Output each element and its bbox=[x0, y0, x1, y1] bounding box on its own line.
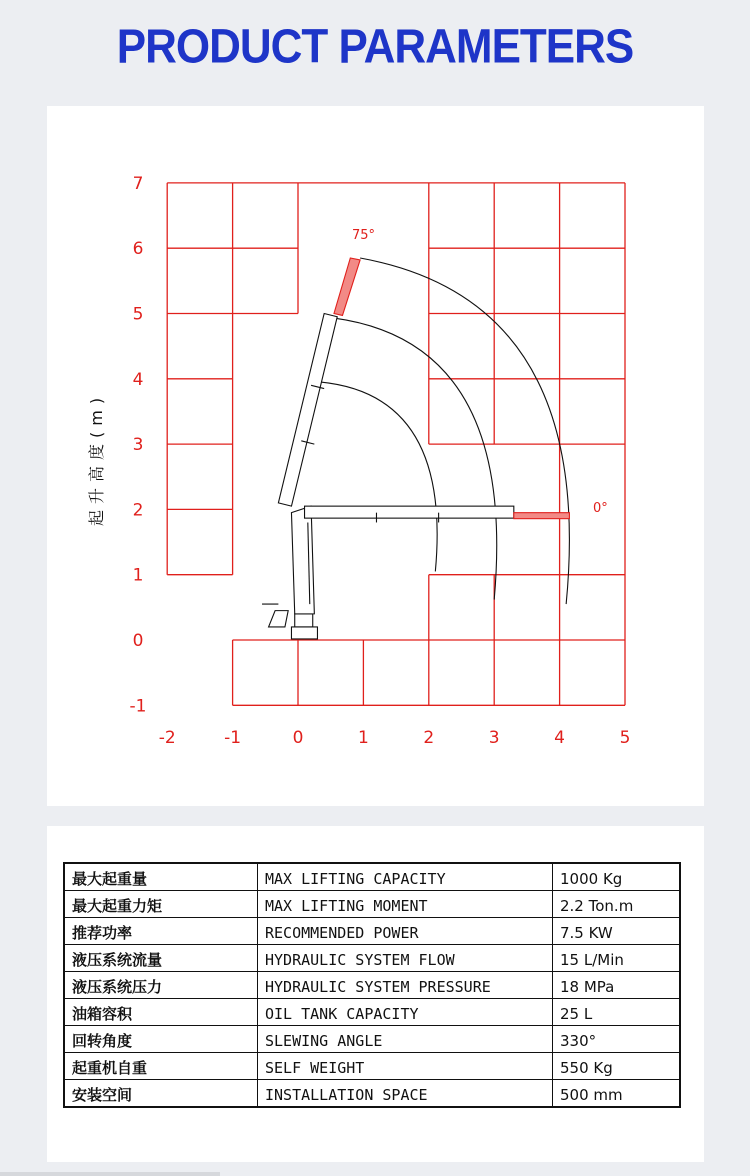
control-stand bbox=[269, 611, 289, 627]
x-tick-label: -1 bbox=[224, 728, 242, 748]
table-row bbox=[64, 891, 680, 918]
arc-retracted bbox=[321, 382, 437, 571]
param-value: 18 MPa bbox=[553, 972, 681, 999]
param-name-en: RECOMMENDED POWER bbox=[258, 918, 553, 945]
param-value: 550 Kg bbox=[553, 1053, 681, 1080]
page-title: PRODUCT PARAMETERS bbox=[116, 19, 634, 74]
param-name-en: MAX LIFTING CAPACITY bbox=[258, 863, 553, 891]
param-name-en: HYDRAULIC SYSTEM PRESSURE bbox=[258, 972, 553, 999]
param-name-cn: 最大起重力矩 bbox=[64, 891, 258, 918]
x-tick-label: 0 bbox=[292, 728, 304, 748]
table-row bbox=[64, 918, 680, 945]
crane-column bbox=[291, 506, 314, 614]
extension-raised bbox=[334, 258, 360, 315]
y-tick-label: 4 bbox=[132, 369, 144, 390]
range-arcs bbox=[321, 258, 570, 604]
param-value: 7.5 KW bbox=[553, 918, 681, 945]
arc-middle bbox=[334, 318, 497, 599]
angle-label-75: 75° bbox=[352, 228, 376, 243]
param-value: 15 L/Min bbox=[553, 945, 681, 972]
crane-pedestal bbox=[295, 614, 313, 627]
working-range-diagram bbox=[47, 106, 704, 806]
param-name-cn: 最大起重量 bbox=[64, 863, 258, 891]
y-tick-label: 5 bbox=[132, 304, 144, 325]
angle-label-0: 0° bbox=[593, 501, 608, 516]
crane-drawing bbox=[262, 258, 569, 639]
param-name-cn: 油箱容积 bbox=[64, 999, 258, 1026]
param-name-cn: 液压系统流量 bbox=[64, 945, 258, 972]
param-name-en: SLEWING ANGLE bbox=[258, 1026, 553, 1053]
param-value: 2.2 Ton.m bbox=[553, 891, 681, 918]
param-name-cn: 起重机自重 bbox=[64, 1053, 258, 1080]
param-name-cn: 液压系统压力 bbox=[64, 972, 258, 999]
x-tick-label: 4 bbox=[554, 728, 566, 748]
table-row bbox=[64, 1026, 680, 1053]
param-value: 330° bbox=[553, 1026, 681, 1053]
param-value: 1000 Kg bbox=[553, 863, 681, 891]
x-tick-label: 2 bbox=[423, 728, 435, 748]
x-tick-label: 5 bbox=[619, 728, 631, 748]
table-row bbox=[64, 863, 680, 891]
y-axis-label: 起升高度(m) bbox=[87, 391, 106, 526]
param-value: 500 mm bbox=[553, 1080, 681, 1108]
param-name-cn: 回转角度 bbox=[64, 1026, 258, 1053]
param-name-en: OIL TANK CAPACITY bbox=[258, 999, 553, 1026]
table-row bbox=[64, 945, 680, 972]
param-name-en: MAX LIFTING MOMENT bbox=[258, 891, 553, 918]
grid bbox=[167, 183, 625, 705]
param-value: 25 L bbox=[553, 999, 681, 1026]
param-name-en: SELF WEIGHT bbox=[258, 1053, 553, 1080]
param-name-en: HYDRAULIC SYSTEM FLOW bbox=[258, 945, 553, 972]
y-tick-label: -1 bbox=[129, 696, 147, 717]
parameters-table bbox=[63, 862, 681, 1108]
y-tick-label: 3 bbox=[132, 435, 144, 456]
y-tick-label: 6 bbox=[132, 239, 144, 260]
table-row bbox=[64, 1080, 680, 1108]
extension-horizontal bbox=[514, 513, 570, 519]
param-name-cn: 安装空间 bbox=[64, 1080, 258, 1108]
param-name-cn: 推荐功率 bbox=[64, 918, 258, 945]
x-tick-label: 3 bbox=[488, 728, 500, 748]
crane-base bbox=[291, 627, 317, 639]
table-row bbox=[64, 972, 680, 999]
boom-horizontal bbox=[305, 506, 514, 518]
y-tick-label: 2 bbox=[132, 500, 144, 521]
x-tick-label: 1 bbox=[357, 728, 369, 748]
y-tick-label: 7 bbox=[132, 173, 144, 194]
table-row bbox=[64, 1053, 680, 1080]
arc-full bbox=[360, 258, 569, 604]
y-tick-label: 1 bbox=[132, 565, 144, 586]
x-tick-label: -2 bbox=[158, 728, 176, 748]
boom-raised bbox=[278, 314, 337, 507]
y-tick-label: 0 bbox=[132, 631, 144, 651]
footer-divider bbox=[0, 1172, 220, 1176]
table-row bbox=[64, 999, 680, 1026]
param-name-en: INSTALLATION SPACE bbox=[258, 1080, 553, 1108]
parameters-panel bbox=[47, 826, 704, 1162]
